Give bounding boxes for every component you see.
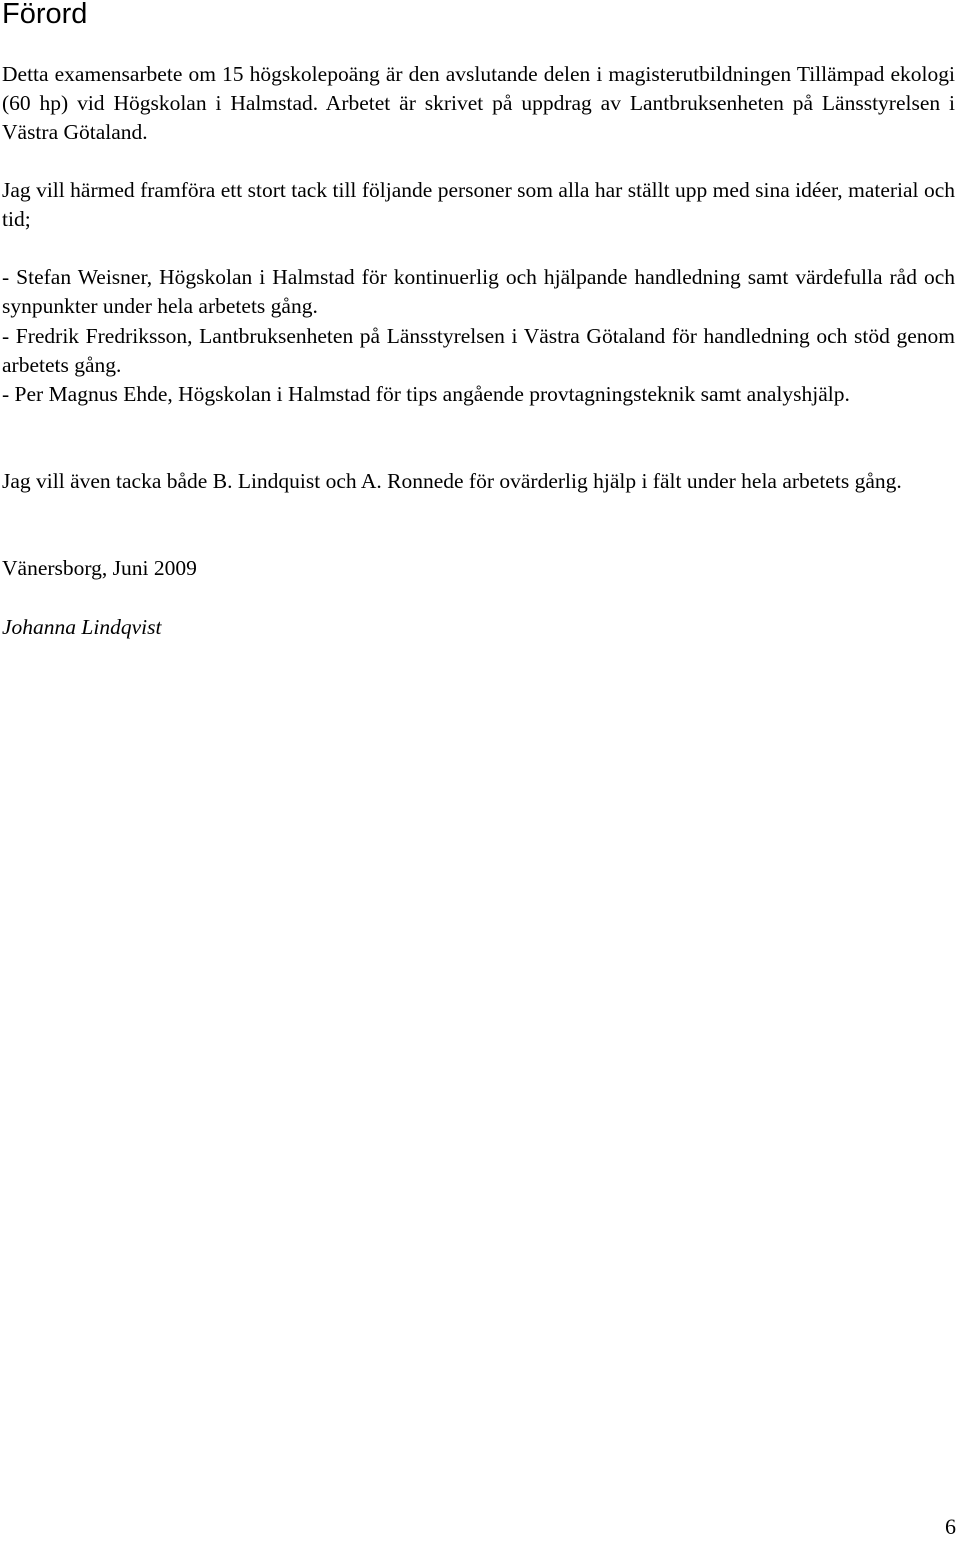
place-and-date: Vänersborg, Juni 2009 [2,556,197,580]
page-title: Förord [2,0,88,30]
acknowledgement-item: - Stefan Weisner, Högskolan i Halmstad för kontinuerlig och hjälpande handledning samt värdefulla råd och synpunkter under hela arbetets gång. [2,265,955,318]
additional-thanks: Jag vill även tacka både B. Lindquist och A. Ronnede för ovärderlig hjälp i fält under hela arbetets gång. [2,469,902,493]
acknowledgement-intro: Jag vill härmed framföra ett stort tack till följande personer som alla har ställt upp med sina idéer, material och tid; [2,178,955,231]
acknowledgement-item: - Fredrik Fredriksson, Lantbruksenheten på Länsstyrelsen i Västra Götaland för handledning och stöd genom arbetets gång. [2,324,955,377]
intro-paragraph: Detta examensarbete om 15 högskolepoäng är den avslutande delen i magisterutbildningen Tillämpad ekologi (60 hp) vid Högskolan i Halmstad. Arbetet är skrivet på uppdrag av Lantbruksenheten på Länsstyrelsen i Västra Götaland. [2,62,955,144]
page-number: 6 [945,1514,956,1539]
author-signature: Johanna Lindqvist [2,615,162,639]
acknowledgement-item: - Per Magnus Ehde, Högskolan i Halmstad för tips angående provtagningsteknik samt analyshjälp. [2,382,850,406]
